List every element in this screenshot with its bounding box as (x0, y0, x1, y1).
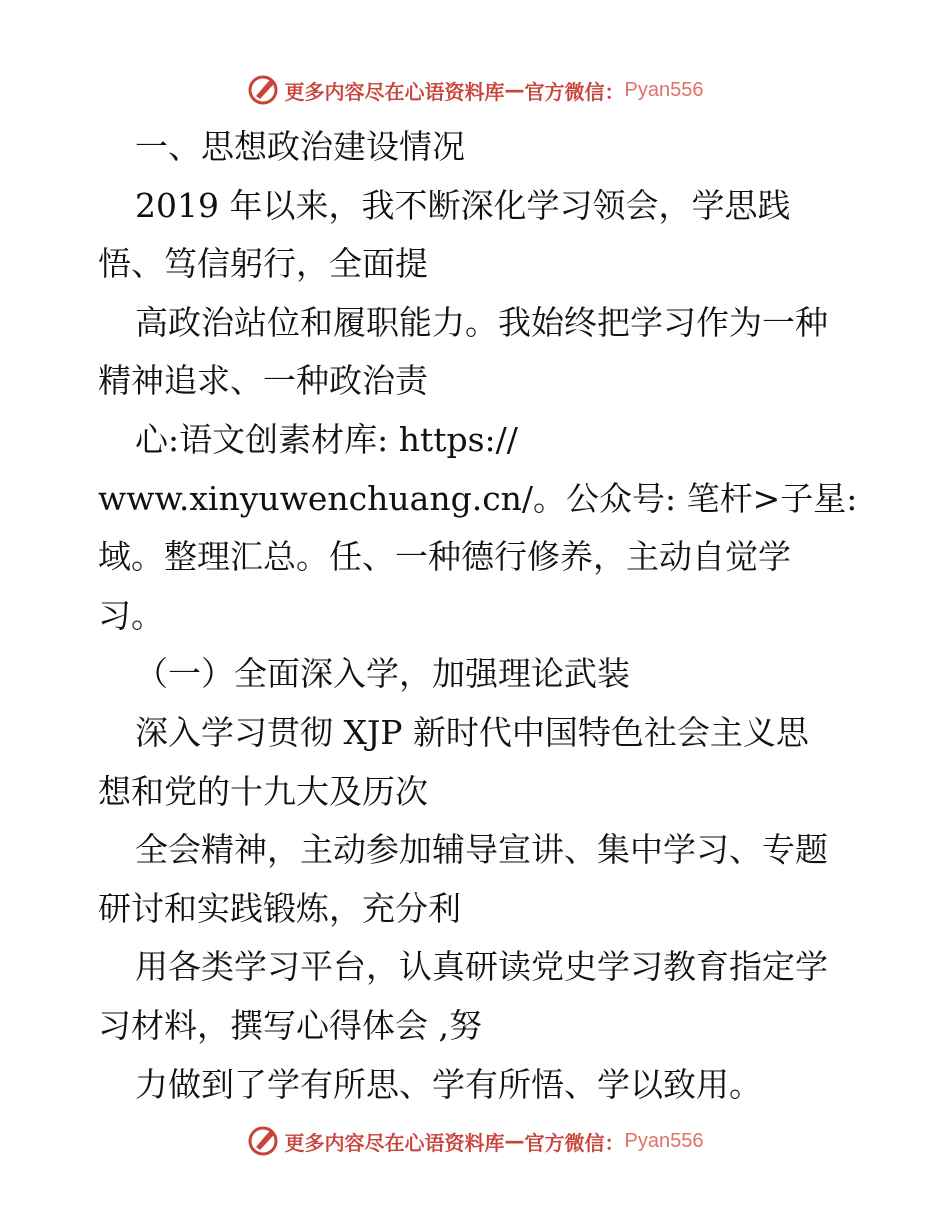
text-line: 用各类学习平台，认真研读党史学习教育指定学 (135, 947, 828, 987)
text-line: www.xinyuwenchuang.cn/。公众号: 笔杆>子星: (98, 478, 858, 518)
text-line: 一、思想政治建设情况 (135, 127, 465, 166)
text-line: 悟、笃信躬行，全面提 (98, 244, 428, 284)
brand-logo-icon (247, 74, 279, 106)
text-line: 高政治站位和履职能力。我始终把学习作为一种 (135, 302, 828, 342)
footer-watermark (0, 1121, 950, 1161)
banner-title: 更多内容尽在心语资料库 (284, 1130, 505, 1155)
banner-separator: — (504, 1129, 525, 1153)
text-line: 研讨和实践锻炼，充分利 (98, 888, 461, 928)
text-line: 全会精神，主动参加辅导宣讲、集中学习、专题 (135, 830, 828, 870)
text-line: 域。整理汇总。任、一种德行修养，主动自觉学 (98, 537, 791, 577)
text-line: 2019 年以来，我不断深化学习领会，学思践 (135, 185, 791, 225)
text-line: 心:语文创素材库: https:// (135, 419, 518, 459)
text-line: 力做到了学有所思、学有所悟、学以致用。 (135, 1064, 762, 1104)
banner-handle: Pyan556 (624, 78, 704, 101)
banner-title: 更多内容尽在心语资料库 (284, 79, 505, 104)
banner-official-label: 官方微信： (524, 1130, 625, 1155)
banner-handle: Pyan556 (624, 1129, 704, 1152)
header-watermark (0, 70, 950, 110)
banner-official-label: 官方微信： (524, 79, 625, 104)
text-line: 精神追求、一种政治责 (98, 361, 428, 401)
banner-separator: — (504, 78, 525, 102)
text-line: （一）全面深入学，加强理论武装 (135, 654, 630, 694)
text-line: 深入学习贯彻 XJP 新时代中国特色社会主义思 (135, 712, 809, 752)
brand-logo-icon (247, 1125, 279, 1157)
text-line: 想和党的十九大及历次 (98, 771, 428, 811)
text-line: 习材料，撰写心得体会 ,努 (98, 1005, 482, 1045)
document-body (98, 118, 858, 1114)
text-line: 习。 (98, 595, 164, 635)
